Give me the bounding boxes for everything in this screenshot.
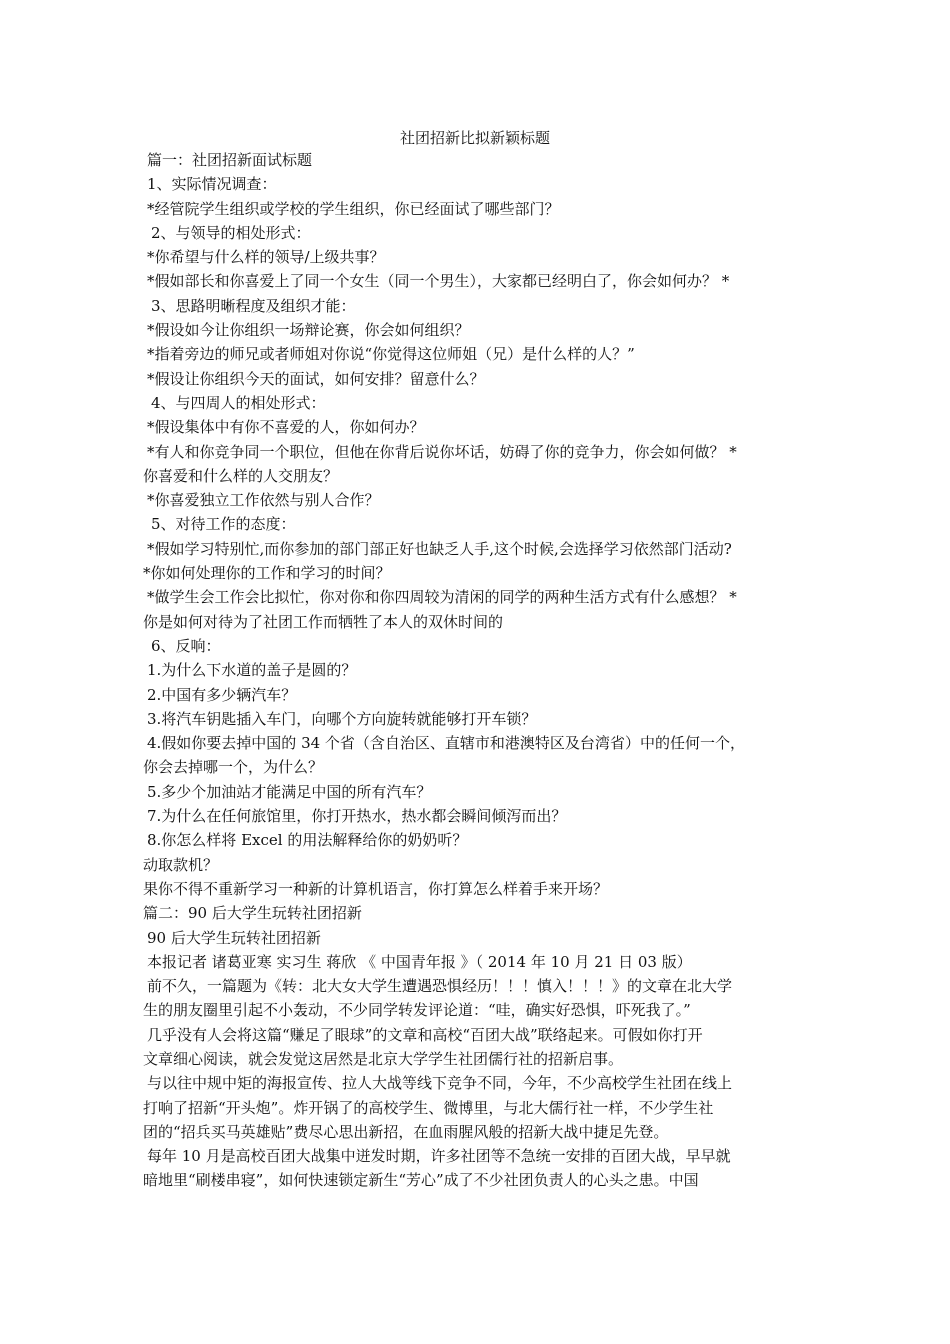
paragraph-line: 团的“招兵买马英雄贴”费尽心思出新招，在血雨腥风般的招新大战中捷足先登。 xyxy=(143,1122,669,1141)
paragraph-line: *你如何处理你的工作和学习的时间？ xyxy=(143,564,391,583)
paragraph-line: 8.你怎么样将 Excel 的用法解释给你的奶奶听？ xyxy=(147,831,468,850)
paragraph-line: 4、与四周人的相处形式： xyxy=(151,393,326,412)
paragraph-line: 动取款机？ xyxy=(143,855,219,874)
paragraph-line: 篇一：社团招新面试标题 xyxy=(147,151,313,169)
paragraph-line: 1.为什么下水道的盖子是圆的？ xyxy=(147,661,357,680)
paragraph-line: 生的朋友圈里引起不小轰动，不少同学转发评论道：“哇，确实好恐惧，吓死我了。” xyxy=(143,1001,691,1020)
paragraph-line: 你是如何对待为了社团工作而牺牲了本人的双休时间的 xyxy=(143,612,504,631)
paragraph-line: 每年 10 月是高校百团大战集中迸发时期，许多社团等不急统一安排的百团大战，早早就 xyxy=(147,1147,731,1166)
document-title: 社团招新比拟新颖标题 xyxy=(399,129,550,147)
paragraph-line: 几乎没有人会将这篇“赚足了眼球”的文章和高校“百团大战”联络起来。可假如你打开 xyxy=(147,1025,703,1044)
paragraph-line: *假设如今让你组织一场辩论赛，你会如何组织？ xyxy=(147,321,470,340)
paragraph-line: 你会去掉哪一个，为什么？ xyxy=(143,758,324,777)
paragraph-line: 7.为什么在任何旅馆里，你打开热水，热水都会瞬间倾泻而出？ xyxy=(147,807,567,826)
paragraph-line: 4.假如你要去掉中国的 34 个省（含自治区、直辖市和港澳特区及台湾省）中的任何一个， xyxy=(147,734,745,753)
paragraph-line: 6、反响： xyxy=(151,636,221,655)
paragraph-line: 暗地里“刷楼串寝”，如何快速锁定新生“芳心”成了不少社团负责人的心头之患。中国 xyxy=(143,1171,699,1190)
paragraph-line: *你喜爱独立工作依然与别人合作？ xyxy=(147,491,380,510)
paragraph-line: 篇二：90 后大学生玩转社团招新 xyxy=(143,904,362,923)
paragraph-line: 1、实际情况调查： xyxy=(147,175,277,194)
paragraph-line: 2.中国有多少辆汽车？ xyxy=(147,685,297,704)
paragraph-line: 果你不得不重新学习一种新的计算机语言，你打算怎么样着手来开场？ xyxy=(143,879,609,898)
paragraph-line: *做学生会工作会比拟忙，你对你和你四周较为清闲的同学的两种生活方式有什么感想？ * xyxy=(147,588,737,607)
paragraph-line: *经管院学生组织或学校的学生组织，你已经面试了哪些部门？ xyxy=(147,199,560,218)
paragraph-line: 3.将汽车钥匙插入车门，向哪个方向旋转就能够打开车锁？ xyxy=(147,709,537,728)
paragraph-line: *指着旁边的师兄或者师姐对你说“你觉得这位师姐（兄）是什么样的人？” xyxy=(147,345,635,364)
document-body xyxy=(143,148,810,1193)
paragraph-line: *假如部长和你喜爱上了同一个女生（同一个男生），大家都已经明白了，你会如何办？ * xyxy=(147,272,730,291)
paragraph-line: *你希望与什么样的领导/上级共事？ xyxy=(147,248,385,267)
paragraph-line: *假设让你组织今天的面试，如何安排？留意什么？ xyxy=(147,369,485,388)
paragraph-line: 前不久，一篇题为《转：北大女大学生遭遇恐惧经历！！！慎入！！！》的文章在北大学 xyxy=(147,977,733,996)
paragraph-line: *假设集体中有你不喜爱的人，你如何办？ xyxy=(147,418,425,437)
paragraph-line: 2、与领导的相处形式： xyxy=(151,223,311,242)
paragraph-line: 5.多少个加油站才能满足中国的所有汽车？ xyxy=(147,782,432,801)
paragraph-line: 与以往中规中矩的海报宣传、拉人大战等线下竞争不同，今年，不少高校学生社团在线上 xyxy=(147,1074,733,1093)
paragraph-line: *有人和你竞争同一个职位，但他在你背后说你坏话，妨碍了你的竞争力，你会如何做？ * xyxy=(147,442,737,461)
paragraph-line: 本报记者 诸葛亚寒 实习生 蒋欣 《 中国青年报 》（ 2014 年 10 月 21 日 03 版） xyxy=(147,952,692,971)
paragraph-line: 5、对待工作的态度： xyxy=(151,515,296,534)
paragraph-line: 90 后大学生玩转社团招新 xyxy=(147,928,321,947)
paragraph-line: 文章细心阅读，就会发觉这居然是北京大学学生社团儒行社的招新启事。 xyxy=(143,1049,624,1068)
paragraph-line: 3、思路明晰程度及组织才能： xyxy=(151,296,356,315)
paragraph-line: *假如学习特别忙,而你参加的部门部正好也缺乏人手,这个时候,会选择学习依然部门活动? xyxy=(147,539,732,558)
paragraph-line: 你喜爱和什么样的人交朋友？ xyxy=(143,466,339,485)
paragraph-line: 打响了招新“开头炮”。炸开锅了的高校学生、微博里，与北大儒行社一样，不少学生社 xyxy=(143,1098,714,1117)
